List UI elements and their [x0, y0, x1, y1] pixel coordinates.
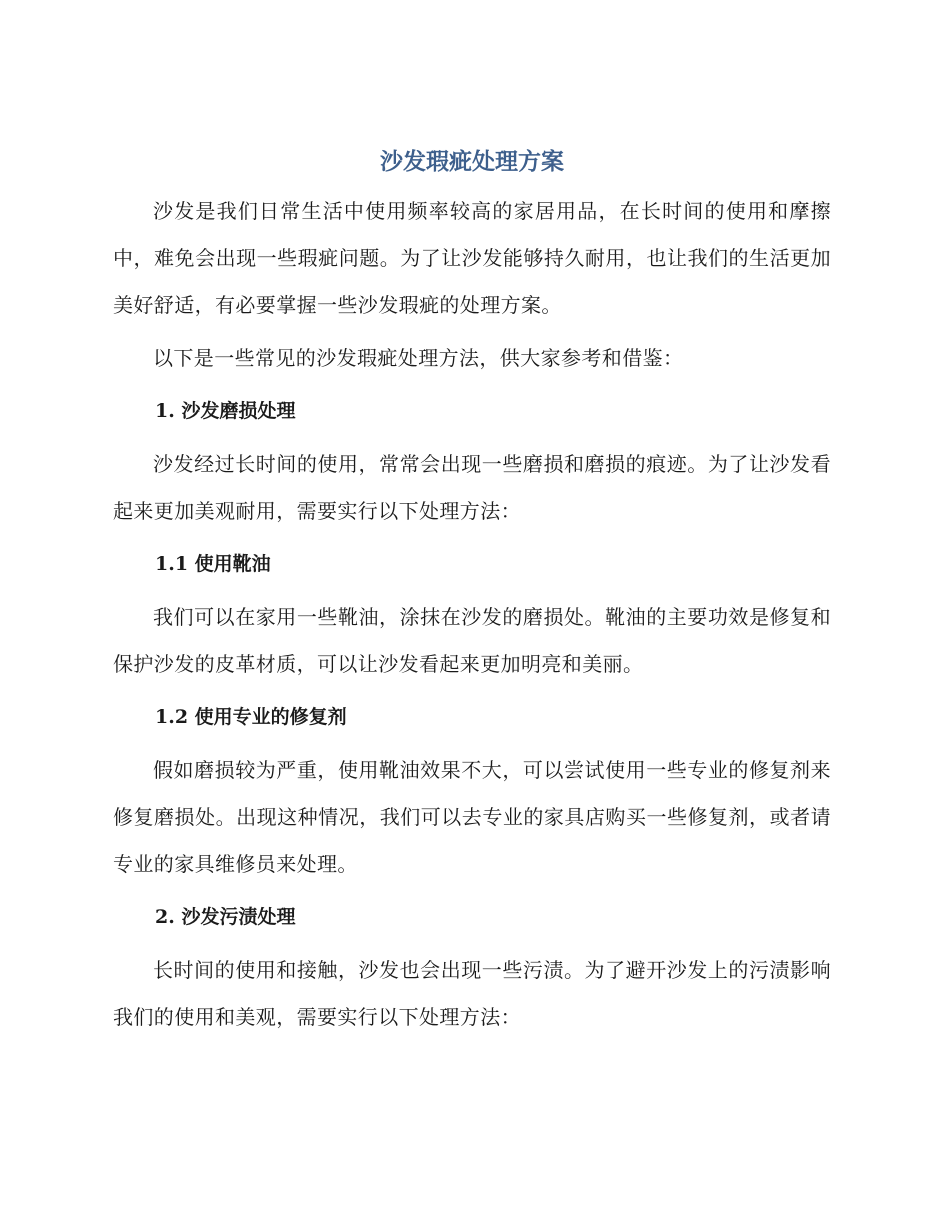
section-heading-wear: 1. 沙发磨损处理: [155, 400, 296, 422]
intro-paragraph: 沙发是我们日常生活中使用频率较高的家居用品，在长时间的使用和摩擦中，难免会出现一些瑕疵问题。为了让沙发能够持久耐用，也让我们的生活更加美好舒适，有必要掌握一些沙发瑕疵的处理方案。: [113, 199, 831, 317]
document-body: [113, 142, 831, 1041]
stains-paragraph: 长时间的使用和接触，沙发也会出现一些污渍。为了避开沙发上的污渍影响我们的使用和美观，需要实行以下处理方法：: [113, 958, 831, 1029]
repair-agent-paragraph: 假如磨损较为严重，使用靴油效果不大，可以尝试使用一些专业的修复剂来修复磨损处。出现这种情况，我们可以去专业的家具店购买一些修复剂，或者请专业的家具维修员来处理。: [113, 758, 831, 876]
shoe-polish-paragraph: 我们可以在家用一些靴油，涂抹在沙发的磨损处。靴油的主要功效是修复和保护沙发的皮革材质，可以让沙发看起来更加明亮和美丽。: [113, 605, 831, 676]
wear-paragraph: 沙发经过长时间的使用，常常会出现一些磨损和磨损的痕迹。为了让沙发看起来更加美观耐用，需要实行以下处理方法：: [113, 452, 831, 523]
subsection-heading-repair-agent: 1.2 使用专业的修复剂: [155, 706, 347, 728]
section-heading-stains: 2. 沙发污渍处理: [155, 906, 296, 928]
methods-intro-paragraph: 以下是一些常见的沙发瑕疵处理方法，供大家参考和借鉴：: [153, 346, 684, 370]
subsection-heading-shoe-polish: 1.1 使用靴油: [155, 553, 271, 575]
document-title: 沙发瑕疵处理方案: [380, 149, 564, 175]
